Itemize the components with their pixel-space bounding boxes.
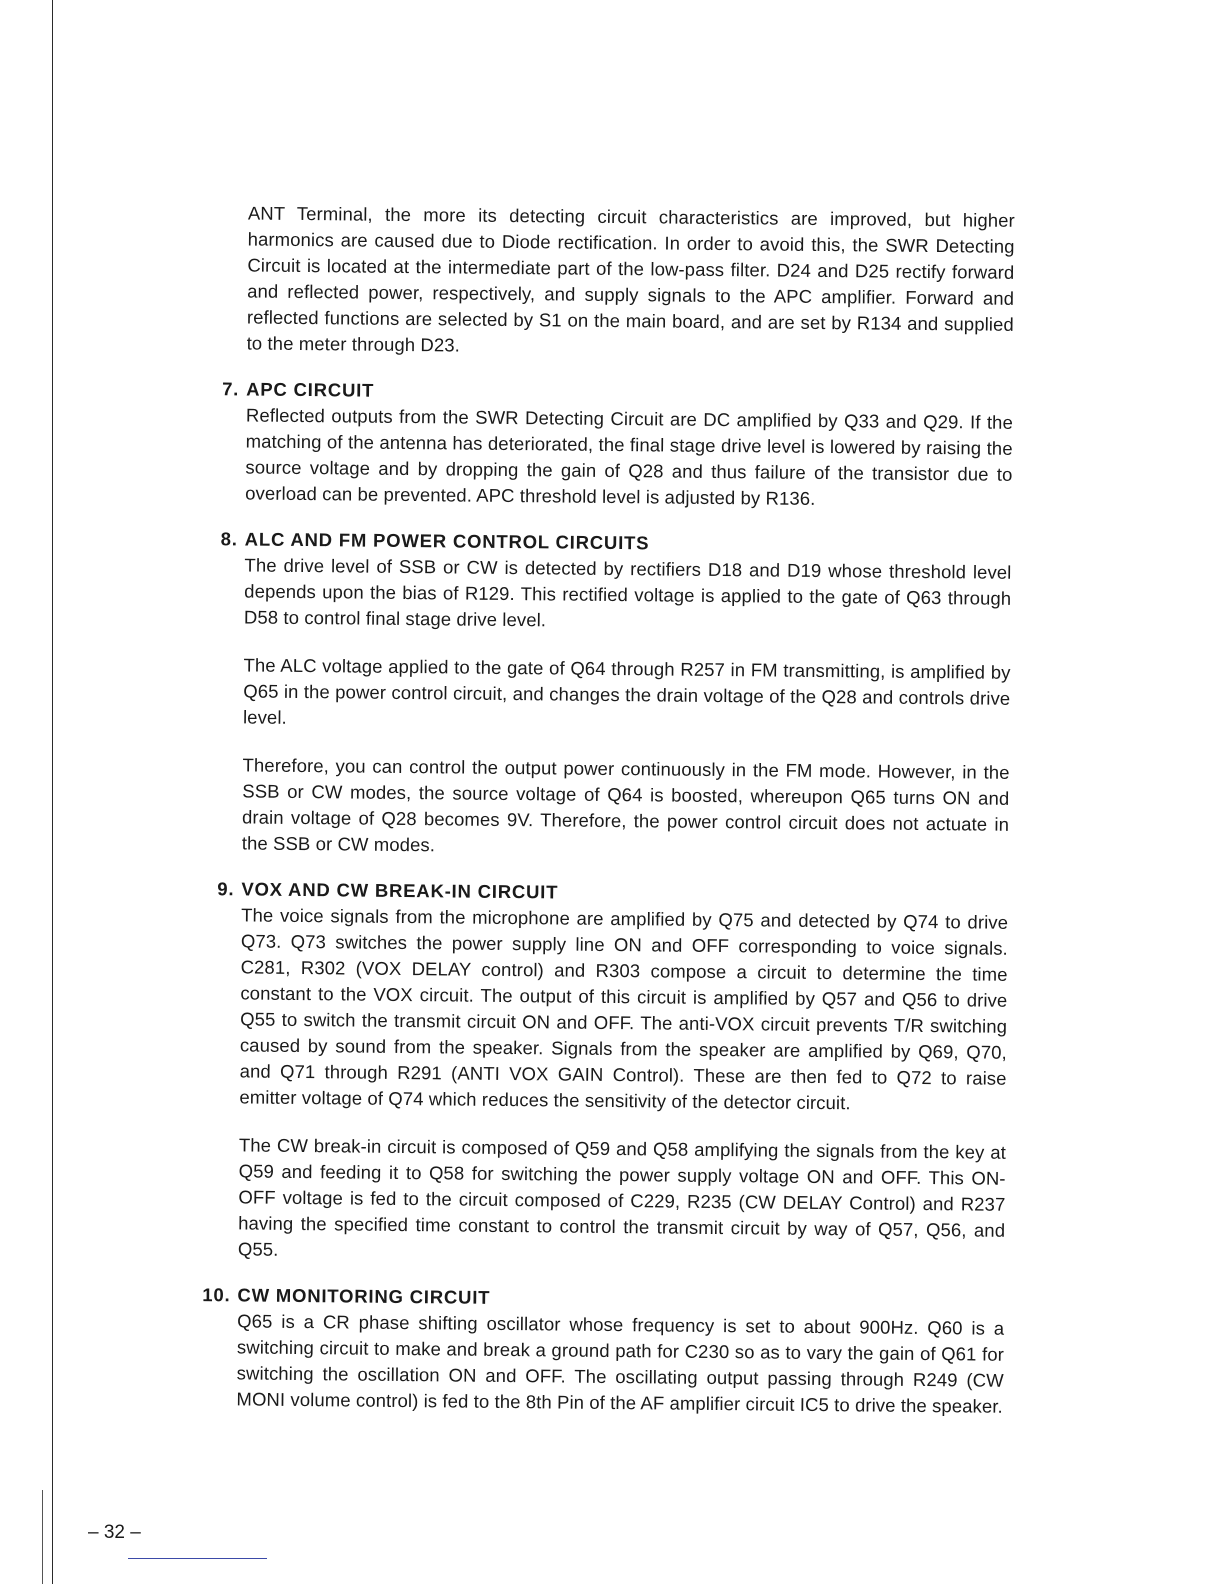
binding-edge-line bbox=[52, 0, 53, 1584]
section-apc-circuit bbox=[197, 376, 1013, 514]
section-title: ALC AND FM POWER CONTROL CIRCUITS bbox=[244, 528, 650, 554]
section-paragraph: The drive level of SSB or CW is detected by rectifiers D18 and D19 whose threshold level depends upon the bias of R129. This rectified voltage is applied to the gate of Q63 through D58 to control final stage drive level. bbox=[243, 554, 1012, 631]
binding-edge-line-lower bbox=[42, 1490, 43, 1584]
section-paragraph: Reflected outputs from the SWR Detecting Circuit are DC amplified by Q33 and Q29. If the matching of the antenna has deteriorated, the final stage drive level is lowered by raising the source voltage and by dropping the gain of Q28 and thus failure of the transistor due to overload can be prevented. APC threshold level is adjusted by R136. bbox=[245, 404, 1014, 509]
section-cw-monitoring bbox=[188, 1282, 1004, 1420]
section-title: CW MONITORING CIRCUIT bbox=[237, 1284, 491, 1308]
section-paragraph: The ALC voltage applied to the gate of Q64 through R257 in FM transmitting, is amplified by Q65 in the power control circuit, and changes the drain voltage of the Q28 and controls drive level. bbox=[242, 654, 1011, 728]
section-number: 9. bbox=[217, 878, 235, 900]
section-title: VOX AND CW BREAK-IN CIRCUIT bbox=[241, 878, 559, 903]
section-number: 10. bbox=[202, 1284, 231, 1306]
page-number: – 32 – bbox=[88, 1522, 141, 1543]
page-content bbox=[188, 200, 1015, 1420]
footer-rule bbox=[128, 1558, 267, 1559]
section-vox-cw-break-in bbox=[190, 876, 1009, 1270]
section-alc-fm-power-control bbox=[194, 526, 1012, 864]
section-paragraph: Therefore, you can control the output power continuously in the FM mode. However, in the SSB or CW modes, the source voltage of Q64 is boosted, whereupon Q65 turns ON and drain voltage of Q28 becomes 9V. Therefore, the power control circuit does not actuate in the SSB or CW modes. bbox=[241, 754, 1010, 856]
intro-paragraph: ANT Terminal, the more its detecting circuit characteristics are improved, but higher harmonics are caused due to Diode rectification. In order to avoid this, the SWR Detecting Circuit is located at the intermediate part of the low-pass filter. D24 and D25 rectify forward and reflected power, respectively, and supply signals to the APC amplifier. Forward and reflected functions are selected by S1 on the main board, and are set by R134 and supplied to the meter through D23. bbox=[246, 202, 1015, 356]
section-paragraph: Q65 is a CR phase shifting oscillator whose frequency is set to about 900Hz. Q60 is a switching circuit to make and break a ground path for C230 so as to vary the gain of Q61 for switching the oscillation ON and OFF. The oscillating output passing through R249 (CW MONI volume control) is fed to the 8th Pin of the AF amplifier circuit IC5 to drive the speaker. bbox=[236, 1310, 1005, 1417]
section-paragraph: The voice signals from the microphone are amplified by Q75 and detected by Q74 to drive Q73. Q73 switches the power supply line ON and OFF corresponding to voice signals. C281, R302 (VOX DELAY control) and R303 compose a circuit to determine the time constant to the VOX circuit. The output of this circuit is amplified by Q57 and Q56 to drive Q55 to switch the transmit circuit ON and OFF. The anti-VOX circuit prevents T/R switching caused by sound from the speaker. Signals from the speaker are amplified by Q69, Q70, and Q71 through R291 (ANTI VOX GAIN Control). These are then fed to Q72 to raise emitter voltage of Q74 which reduces the sensitivity of the detector circuit. bbox=[239, 904, 1009, 1114]
section-title: APC CIRCUIT bbox=[246, 378, 375, 401]
section-number: 7. bbox=[222, 378, 240, 400]
section-paragraph: The CW break-in circuit is composed of Q59 and Q58 amplifying the signals from the key at Q59 and feeding it to Q58 for switching the power supply voltage ON and OFF. This ON-OFF voltage is fed to the circuit composed of C229, R235 (CW DELAY Control) and R237 having the specified time constant to control the transmit circuit by way of Q57, Q56, and Q55. bbox=[237, 1134, 1006, 1260]
section-number: 8. bbox=[220, 528, 238, 550]
